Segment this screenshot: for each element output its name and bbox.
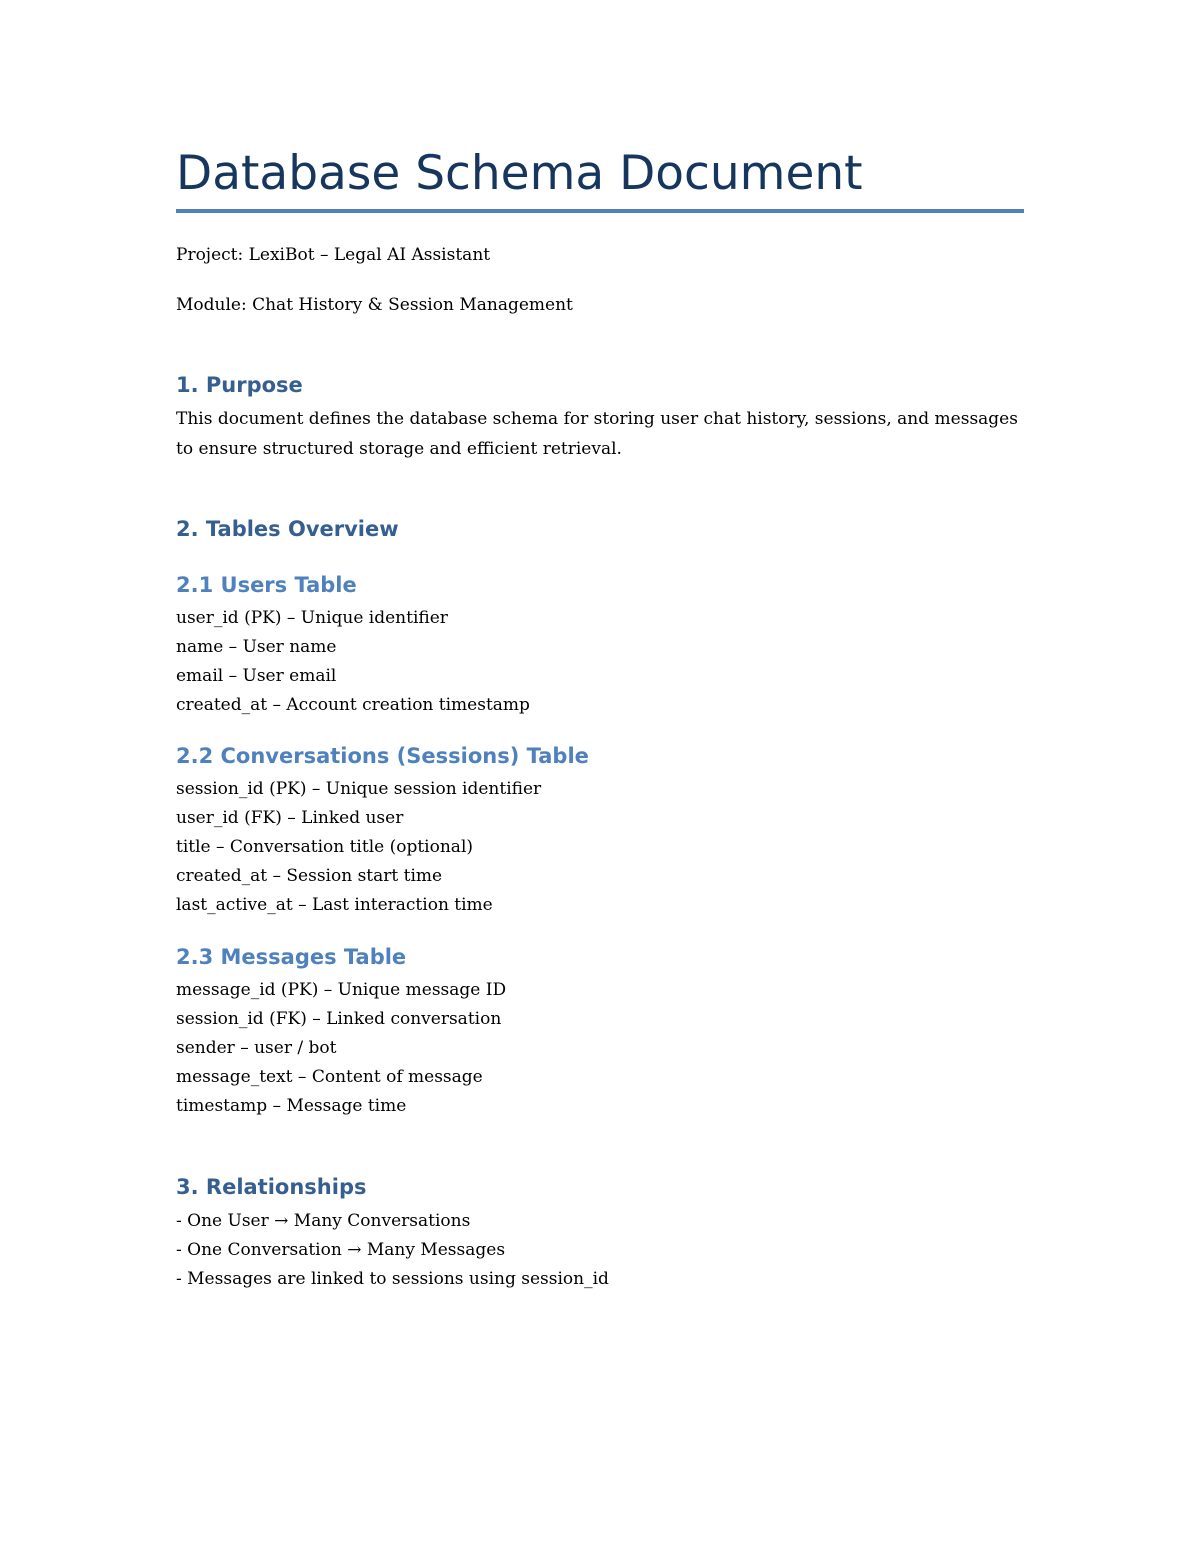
field-line: user_id (FK) – Linked user	[176, 808, 404, 828]
field-line: sender – user / bot	[176, 1038, 337, 1058]
field-line: message_text – Content of message	[176, 1067, 483, 1087]
field-line: user_id (PK) – Unique identifier	[176, 608, 448, 628]
field-line: created_at – Session start time	[176, 866, 443, 886]
relationships-list	[176, 1207, 609, 1294]
tables-overview-heading: 2. Tables Overview	[176, 517, 399, 541]
purpose-text: This document defines the database schema for storing user chat history, sessions, and messages to ensure structured storage and efficient retrieval.	[176, 409, 1018, 459]
messages-table-heading: 2.3 Messages Table	[176, 945, 407, 969]
title-underline	[176, 209, 1024, 213]
users-table-fields	[176, 604, 530, 720]
field-line: email – User email	[176, 666, 337, 686]
field-line: message_id (PK) – Unique message ID	[176, 980, 507, 1000]
conversations-table-fields	[176, 775, 541, 920]
relationships-heading: 3. Relationships	[176, 1175, 367, 1199]
messages-table-fields	[176, 976, 506, 1121]
purpose-heading: 1. Purpose	[176, 373, 303, 397]
users-table-heading: 2.1 Users Table	[176, 573, 357, 597]
project-line: Project: LexiBot – Legal AI Assistant	[176, 245, 491, 265]
conversations-table-heading: 2.2 Conversations (Sessions) Table	[176, 744, 589, 768]
field-line: created_at – Account creation timestamp	[176, 695, 530, 715]
field-line: last_active_at – Last interaction time	[176, 895, 493, 915]
field-line: session_id (PK) – Unique session identifier	[176, 779, 542, 799]
field-line: name – User name	[176, 637, 337, 657]
relationship-item: - Messages are linked to sessions using session_id	[176, 1269, 609, 1289]
document-title: Database Schema Document	[176, 146, 863, 201]
relationship-item: - One User → Many Conversations	[176, 1211, 471, 1231]
module-line: Module: Chat History & Session Management	[176, 295, 573, 315]
field-line: title – Conversation title (optional)	[176, 837, 474, 857]
relationship-item: - One Conversation → Many Messages	[176, 1240, 506, 1260]
field-line: timestamp – Message time	[176, 1096, 407, 1116]
field-line: session_id (FK) – Linked conversation	[176, 1009, 502, 1029]
